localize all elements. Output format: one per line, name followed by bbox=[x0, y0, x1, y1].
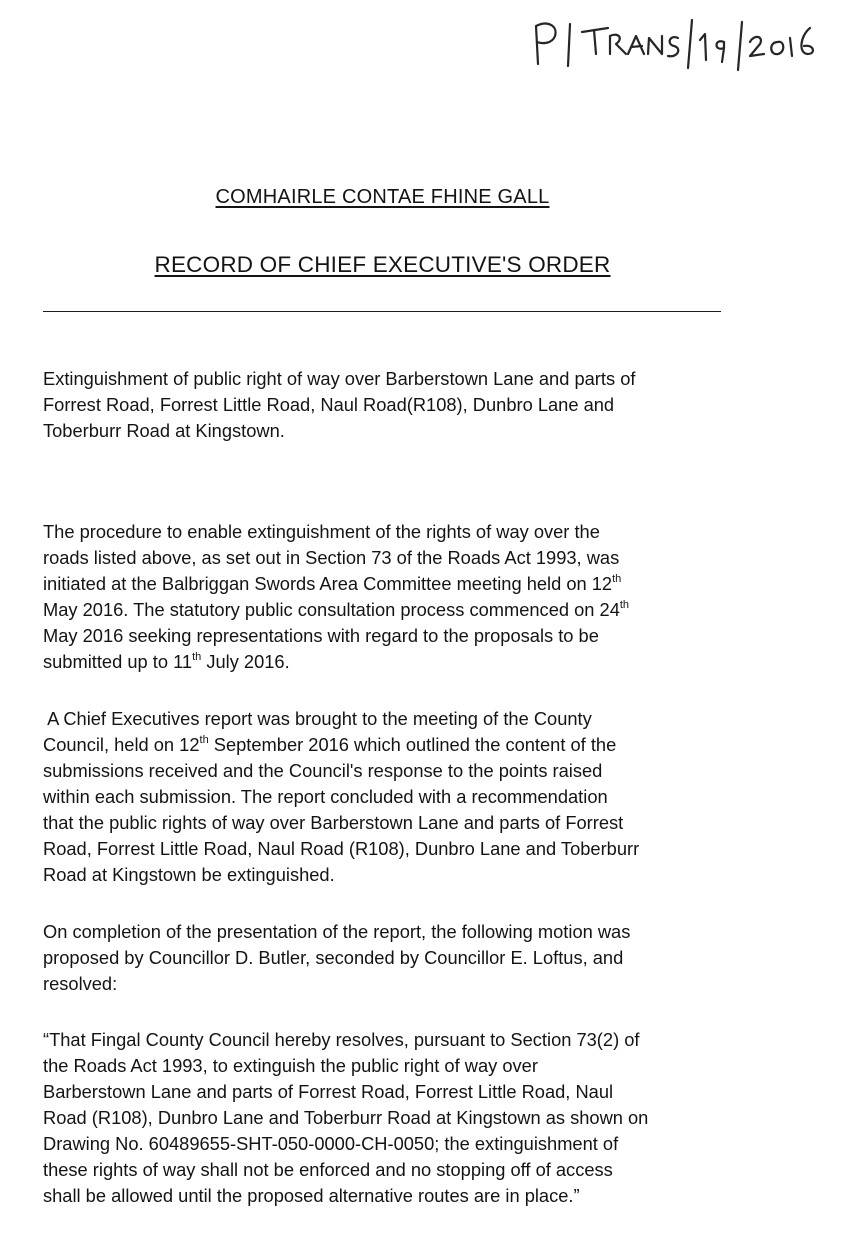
header-divider bbox=[43, 311, 721, 312]
report-paragraph bbox=[43, 706, 733, 888]
council-name-heading: COMHAIRLE CONTAE FHINE GALL bbox=[215, 186, 550, 208]
resolution-line: Drawing No. 60489655-SHT-050-0000-CH-0050; the extinguishment of bbox=[43, 1133, 619, 1154]
ordinal-suffix: th bbox=[192, 651, 202, 663]
resolution-line: shall be allowed until the proposed alternative routes are in place.” bbox=[43, 1185, 580, 1206]
motion-paragraph bbox=[43, 919, 733, 997]
procedure-line bbox=[43, 571, 733, 597]
resolution-line: Barberstown Lane and parts of Forrest Road, Forrest Little Road, Naul bbox=[43, 1081, 614, 1102]
procedure-paragraph bbox=[43, 519, 733, 675]
ordinal-suffix: th bbox=[612, 573, 622, 585]
procedure-line-text: May 2016. The statutory public consultation process commenced on 24 bbox=[43, 599, 620, 620]
document-title: RECORD OF CHIEF EXECUTIVE'S ORDER bbox=[154, 252, 611, 277]
report-line-text: September 2016 which outlined the content of the bbox=[208, 734, 617, 755]
handwritten-reference-drawing bbox=[528, 14, 828, 74]
motion-line: resolved: bbox=[43, 973, 118, 994]
subject-line: Extinguishment of public right of way over Barberstown Lane and parts of bbox=[43, 368, 636, 389]
report-line: submissions received and the Council's response to the points raised bbox=[43, 760, 603, 781]
resolution-line: the Roads Act 1993, to extinguish the public right of way over bbox=[43, 1055, 538, 1076]
resolution-quote bbox=[43, 1027, 733, 1209]
motion-line: proposed by Councillor D. Butler, seconded by Councillor E. Loftus, and bbox=[43, 947, 624, 968]
procedure-line-text: submitted up to 11 bbox=[43, 651, 193, 672]
procedure-line bbox=[43, 649, 733, 675]
resolution-line: “That Fingal County Council hereby resolves, pursuant to Section 73(2) of bbox=[43, 1029, 640, 1050]
report-line: that the public rights of way over Barberstown Lane and parts of Forrest bbox=[43, 812, 624, 833]
procedure-line-text: initiated at the Balbriggan Swords Area Committee meeting held on 12 bbox=[43, 573, 613, 594]
report-line: Road at Kingstown be extinguished. bbox=[43, 864, 335, 885]
subject-paragraph bbox=[43, 366, 733, 444]
ordinal-suffix: th bbox=[619, 599, 630, 611]
motion-line: On completion of the presentation of the report, the following motion was bbox=[43, 921, 631, 942]
report-line: A Chief Executives report was brought to the meeting of the County bbox=[43, 708, 592, 729]
procedure-line bbox=[43, 597, 733, 623]
report-line: within each submission. The report concluded with a recommendation bbox=[43, 786, 608, 807]
report-line-text: Council, held on 12 bbox=[43, 734, 200, 755]
procedure-line-text: July 2016. bbox=[201, 651, 290, 672]
procedure-line: May 2016 seeking representations with regard to the proposals to be bbox=[43, 625, 599, 646]
report-line bbox=[43, 732, 733, 758]
subject-line: Forrest Road, Forrest Little Road, Naul Road(R108), Dunbro Lane and bbox=[43, 394, 615, 415]
handwritten-file-reference bbox=[528, 14, 828, 74]
report-line: Road, Forrest Little Road, Naul Road (R108), Dunbro Lane and Toberburr bbox=[43, 838, 640, 859]
procedure-line: roads listed above, as set out in Section 73 of the Roads Act 1993, was bbox=[43, 547, 620, 568]
resolution-line: these rights of way shall not be enforced and no stopping off of access bbox=[43, 1159, 613, 1180]
ordinal-suffix: th bbox=[199, 734, 209, 746]
resolution-line: Road (R108), Dunbro Lane and Toberburr Road at Kingstown as shown on bbox=[43, 1107, 649, 1128]
subject-line: Toberburr Road at Kingstown. bbox=[43, 420, 285, 441]
procedure-line: The procedure to enable extinguishment of the rights of way over the bbox=[43, 521, 600, 542]
